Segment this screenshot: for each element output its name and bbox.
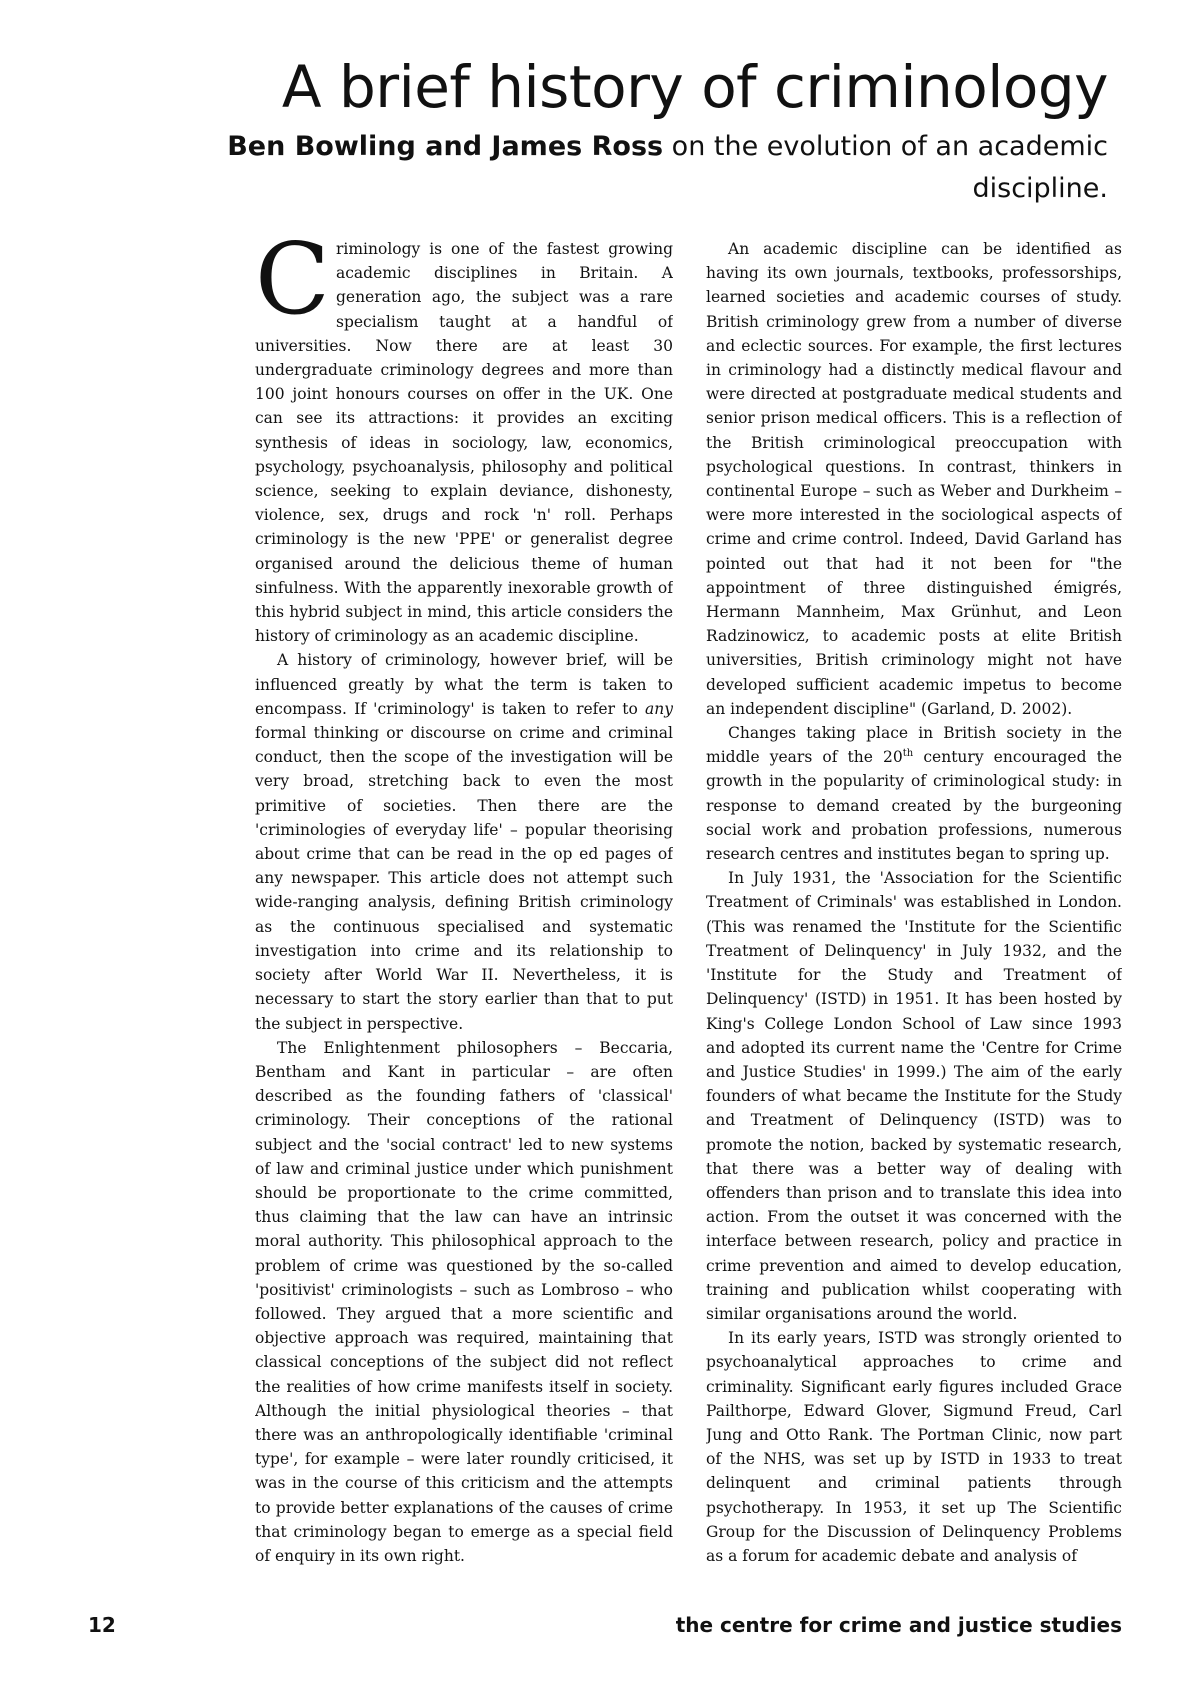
- paragraph: An academic discipline can be identified as having its own journals, textbooks, professorships, learned societies and academic courses of study. British criminology grew from a number of diverse and eclectic sources. For example, the first lectures in criminology had a distinctly medical flavour and were directed at postgraduate medical students and senior prison medical officers. This is a reflection of the British criminological preoccupation with psychological questions. In contrast, thinkers in continental Europe – such as Weber and Durkheim – were more interested in the sociological aspects of crime and crime control. Indeed, David Garland has pointed out that had it not been for "the appointment of three distinguished émigrés, Hermann Mannheim, Max Grünhut, and Leon Radzinowicz, to academic posts at elite British universities, British criminology might not have developed sufficient academic impetus to become an independent discipline" (Garland, D. 2002).: [706, 240, 1122, 718]
- drop-cap: C: [255, 237, 330, 337]
- page-number: 12: [88, 1613, 116, 1637]
- paragraph-text: century encouraged the growth in the popularity of criminological study: in response to demand created by the burgeoning social work and probation professions, numerous research centres and institutes began to spring up.: [706, 748, 1122, 864]
- paragraph-text: formal thinking or discourse on crime and criminal conduct, then the scope of the investigation will be very broad, stretching back to even the most primitive of societies. Then there are the 'criminologies of everyday life' – popular theorising about crime that can be read in the op ed pages of any newspaper. This article does not attempt such wide-ranging analysis, defining British criminology as the continuous specialised and systematic investigation into crime and its relationship to society after World War II. Nevertheless, it is necessary to start the story earlier than that to put the subject in perspective.: [255, 724, 673, 1033]
- paragraph-text: riminology is one of the fastest growing academic disciplines in Britain. A generation ago, the subject was a rare specialism taught at a handful of universities. Now there are at least 30 undergraduate criminology degrees and more than 100 joint honours courses on offer in the UK. One can see its attractions: it provides an exciting synthesis of ideas in sociology, law, economics, psychology, psychoanalysis, philosophy and political science, seeking to explain deviance, dishonesty, violence, sex, drugs and rock 'n' roll. Perhaps criminology is the new 'PPE' or generalist degree organised around the delicious theme of human sinfulness. With the apparently inexorable growth of this hybrid subject in mind, this article considers the history of criminology as an academic discipline.: [255, 240, 673, 646]
- emphasis: any: [645, 699, 673, 718]
- paragraph-text: A history of criminology, however brief, will be influenced greatly by what the term is taken to encompass. If 'criminology' is taken to refer to: [255, 651, 673, 718]
- publication-name: the centre for crime and justice studies: [675, 1613, 1122, 1637]
- article-title: A brief history of criminology: [281, 53, 1108, 121]
- paragraph: In its early years, ISTD was strongly oriented to psychoanalytical approaches to crime and criminality. Significant early figures included Grace Pailthorpe, Edward Glover, Sigmund Freud, Carl Jung and Otto Rank. The Portman Clinic, now part of the NHS, was set up by ISTD in 1933 to treat delinquent and criminal patients through psychotherapy. In 1953, it set up The Scientific Group for the Discussion of Delinquency Problems as a forum for academic debate and analysis of: [706, 1329, 1122, 1565]
- paragraph-text: Changes taking place in British society in the middle years of the 20: [706, 724, 1122, 767]
- paragraph: The Enlightenment philosophers – Beccaria, Bentham and Kant in particular – are often described as the founding fathers of 'classical' criminology. Their conceptions of the rational subject and the 'social contract' led to new systems of law and criminal justice under which punishment should be proportionate to the crime committed, thus claiming that the law can have an intrinsic moral authority. This philosophical approach to the problem of crime was questioned by the so-called 'positivist' criminologists – such as Lombroso – who followed. They argued that a more scientific and objective approach was required, maintaining that classical conceptions of the subject did not reflect the realities of how crime manifests itself in society. Although the initial physiological theories – that there was an anthropologically identifiable 'criminal type', for example – were later roundly criticised, it was in the course of this criticism and the attempts to provide better explanations of the causes of crime that criminology began to emerge as a special field of enquiry in its own right.: [255, 1038, 673, 1565]
- paragraph: [706, 721, 1122, 866]
- subtitle-text: on the evolution of an academic discipline.: [663, 131, 1108, 204]
- authors: Ben Bowling and James Ross: [227, 131, 664, 162]
- left-column: [255, 237, 673, 1572]
- right-column: [706, 237, 1122, 1572]
- paragraph: [255, 237, 673, 648]
- article-subtitle: [208, 126, 1108, 210]
- superscript: th: [902, 748, 914, 760]
- paragraph: In July 1931, the 'Association for the Scientific Treatment of Criminals' was established in London. (This was renamed the 'Institute for the Scientific Treatment of Delinquency' in July 1932, and the 'Institute for the Study and Treatment of Delinquency' (ISTD) in 1951. It has been hosted by King's College London School of Law since 1993 and adopted its current name the 'Centre for Crime and Justice Studies' in 1999.) The aim of the early founders of what became the Institute for the Study and Treatment of Delinquency (ISTD) was to promote the notion, backed by systematic research, that there was a better way of dealing with offenders than prison and to translate this idea into action. From the outset it was concerned with the interface between research, policy and practice in crime prevention and aimed to develop education, training and publication whilst cooperating with similar organisations around the world.: [706, 869, 1122, 1323]
- paragraph: [255, 648, 673, 1035]
